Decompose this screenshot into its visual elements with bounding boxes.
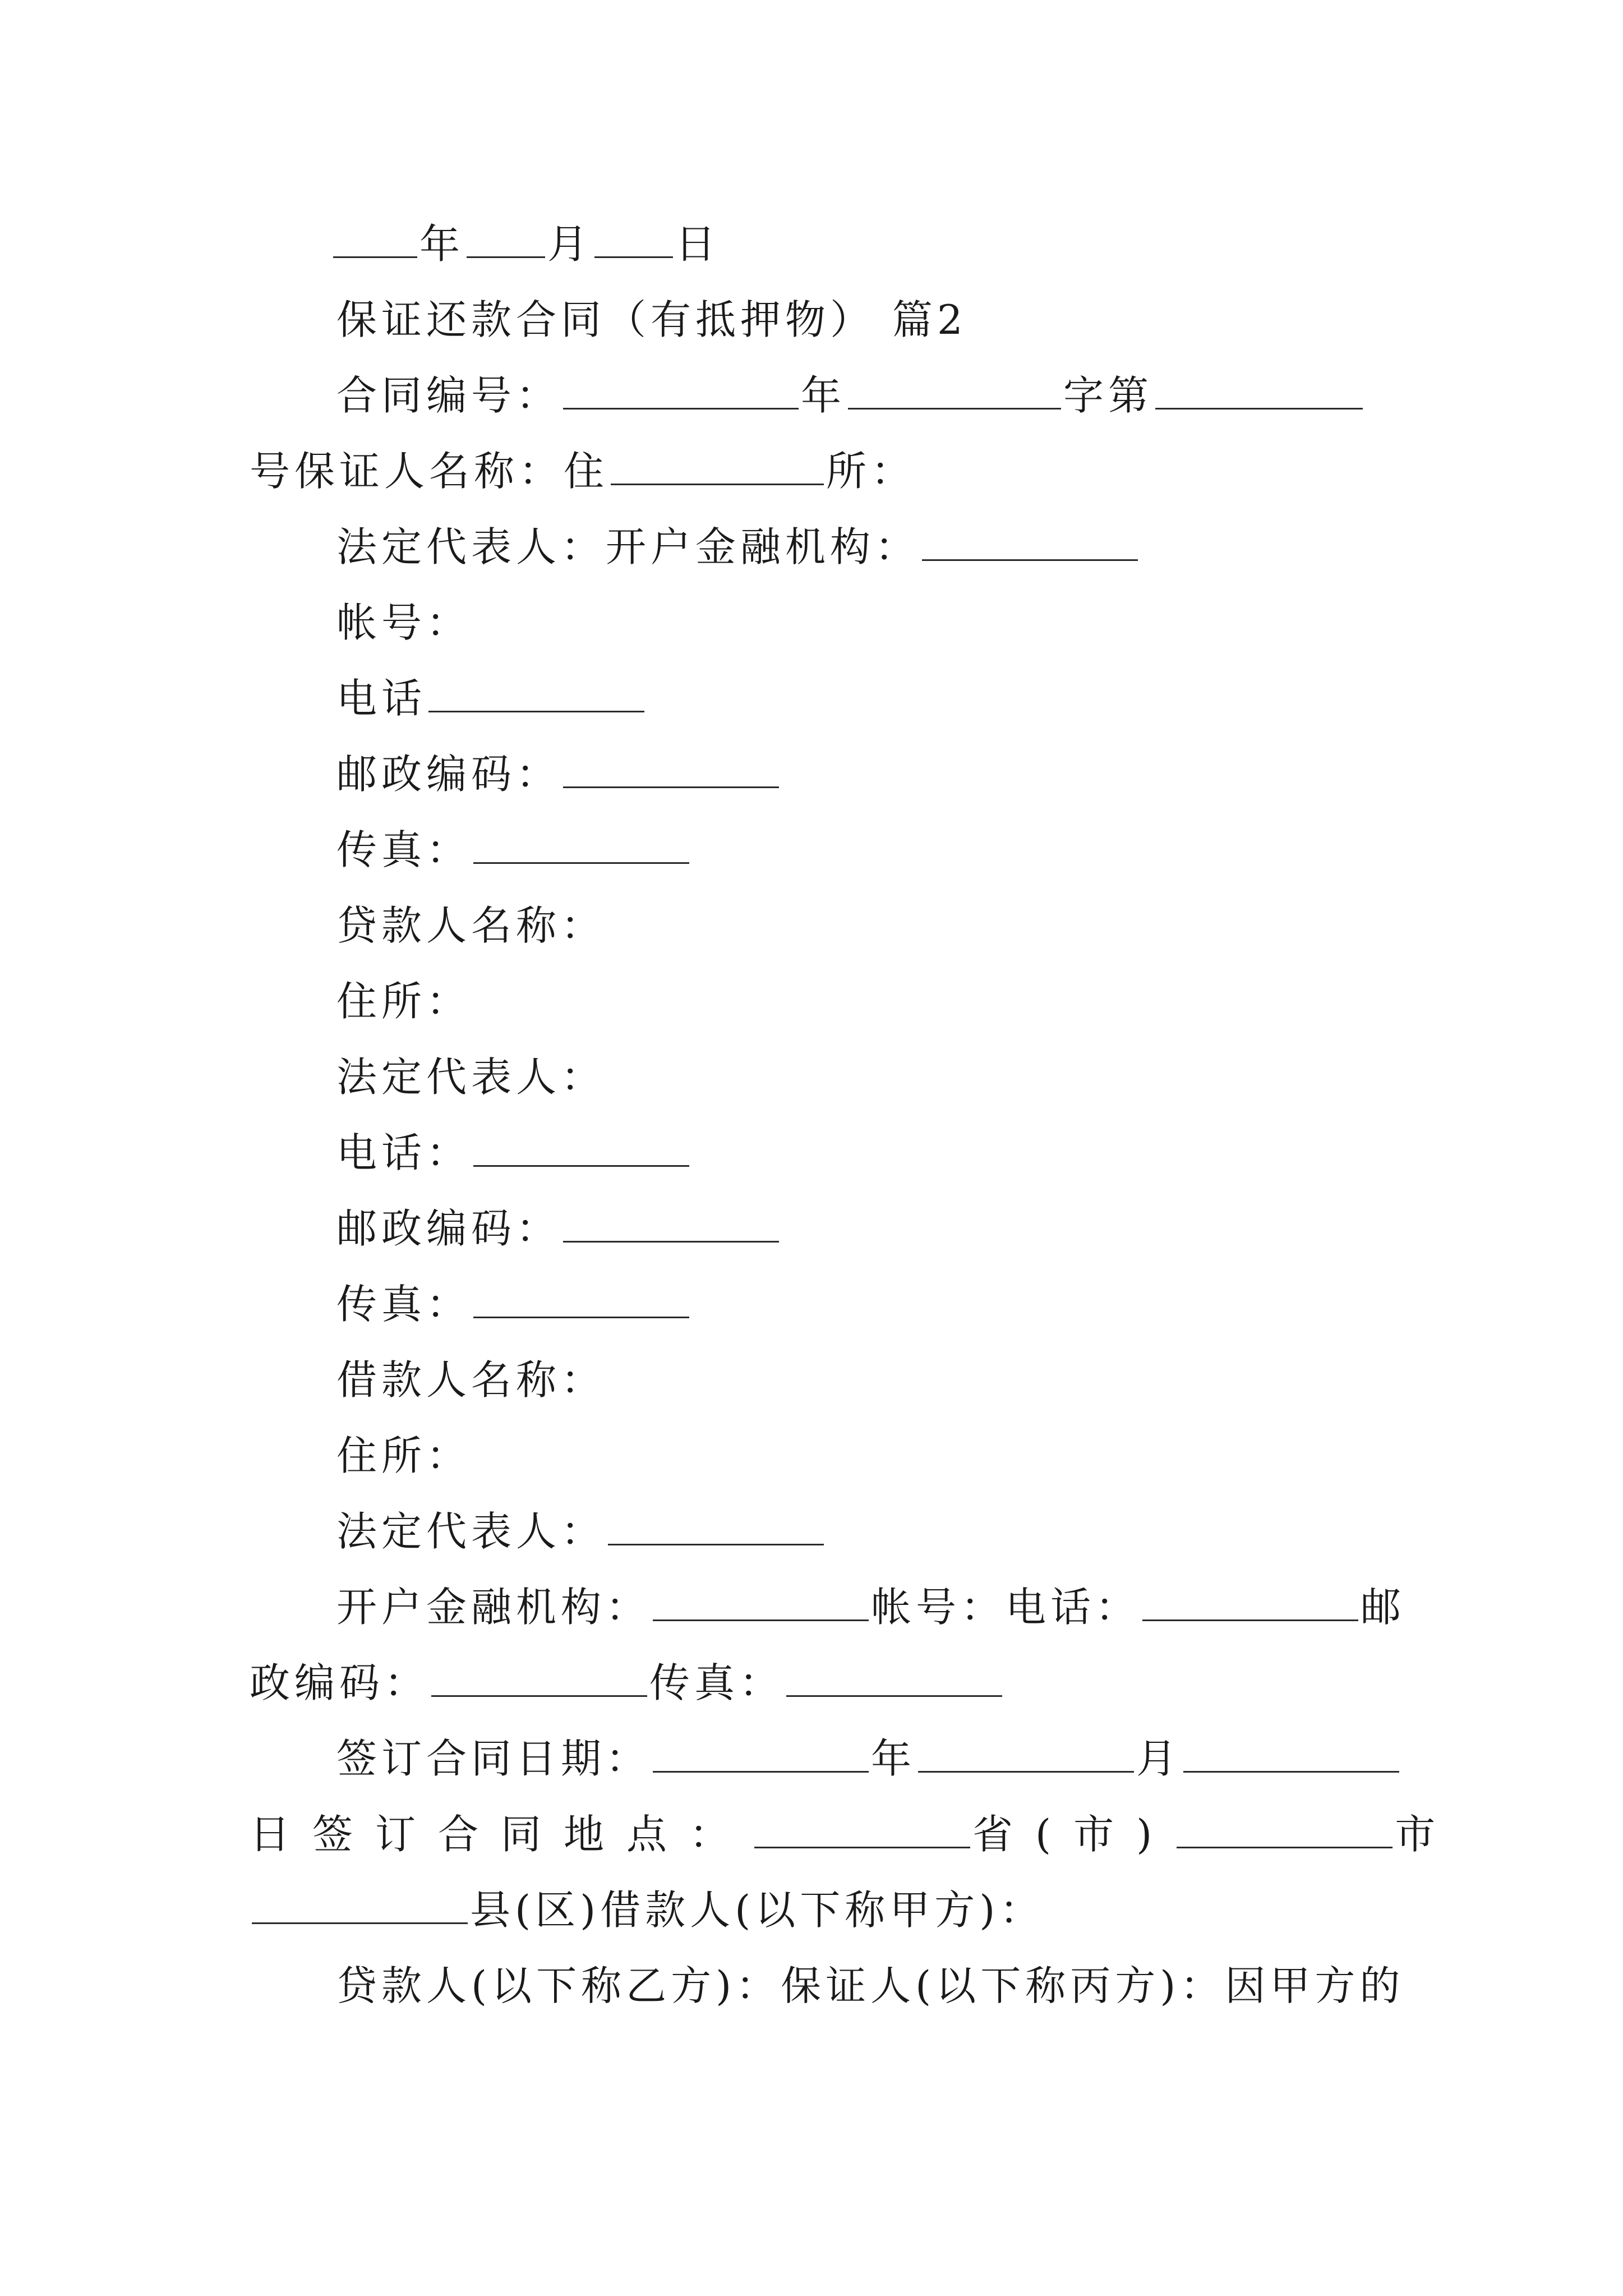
sign-city-label: 市	[1395, 1811, 1458, 1858]
year-label: 年	[419, 220, 465, 268]
lender-phone-blank[interactable]	[473, 1126, 689, 1167]
guarantor-rep-text: 法定代表人：开户金融机构：	[336, 523, 920, 570]
contract-no-blank-1[interactable]	[563, 369, 799, 409]
county-label: 县(区)借款人(以下称甲方)：	[470, 1887, 1045, 1934]
borrower-postcode-label: 政编码：	[250, 1659, 430, 1706]
account-line	[336, 592, 471, 654]
borrower-addr-label: 住所：	[336, 1432, 472, 1479]
guarantor-rep-line	[336, 516, 1140, 578]
borrower-fax-label: 传真：	[649, 1659, 785, 1706]
account-label: 帐号：	[336, 599, 472, 646]
sign-date-line	[336, 1728, 1401, 1789]
lender-postcode-blank[interactable]	[563, 1202, 779, 1243]
lender-rep-label: 法定代表人：	[336, 1053, 606, 1101]
lender-fax-blank[interactable]	[473, 1277, 689, 1318]
lender-party-line	[336, 1955, 1404, 2017]
heading-text: 保证还款合同（有抵押物） 篇2	[336, 296, 967, 343]
section-heading	[336, 289, 967, 351]
day-blank[interactable]	[594, 217, 673, 258]
fax-blank-1[interactable]	[473, 823, 689, 864]
contract-no-year: 年	[801, 372, 846, 419]
month-label: 月	[547, 220, 593, 268]
borrower-postcode-line	[250, 1652, 1004, 1714]
guarantor-addr-blank[interactable]	[611, 444, 824, 485]
fax-line-1	[336, 819, 691, 881]
guarantor-bank-blank[interactable]	[922, 520, 1138, 561]
sign-year-label: 年	[871, 1735, 916, 1782]
lender-fax-label: 传真：	[336, 1281, 472, 1328]
lender-phone-label: 电话：	[336, 1129, 472, 1176]
borrower-fax-blank[interactable]	[786, 1656, 1002, 1697]
borrower-addr-line	[336, 1425, 471, 1487]
sign-day-blank[interactable]	[1183, 1732, 1399, 1773]
sign-province-label: 省(市)	[972, 1811, 1175, 1858]
guarantor-addr-suffix: 所：	[826, 448, 916, 495]
sign-place-line	[250, 1803, 1458, 1865]
phone-label-1: 电话	[336, 675, 427, 722]
postcode-line-1	[336, 743, 781, 805]
sign-city-blank[interactable]	[1177, 1807, 1393, 1848]
borrower-rep-blank[interactable]	[608, 1504, 824, 1545]
year-blank[interactable]	[333, 217, 417, 258]
postcode-blank-1[interactable]	[563, 747, 779, 788]
lender-postcode-line	[336, 1198, 781, 1259]
guarantor-name-line	[250, 440, 916, 502]
contract-number-line	[336, 365, 1365, 426]
borrower-phone-blank[interactable]	[1142, 1580, 1358, 1621]
county-blank[interactable]	[252, 1883, 468, 1924]
postcode-label-1: 邮政编码：	[336, 751, 561, 798]
sign-year-blank[interactable]	[653, 1732, 869, 1773]
phone-line-1	[336, 668, 647, 729]
lender-postcode-label: 邮政编码：	[336, 1205, 561, 1252]
borrower-name-label: 借款人名称：	[336, 1356, 606, 1404]
borrower-bank-mid: 帐号：电话：	[871, 1584, 1141, 1631]
contract-no-label: 合同编号：	[336, 372, 561, 419]
lender-fax-line	[336, 1273, 691, 1335]
borrower-rep-label: 法定代表人：	[336, 1508, 606, 1555]
borrower-bank-end: 邮	[1361, 1584, 1406, 1631]
day-label: 日	[675, 220, 721, 268]
borrower-name-line	[336, 1349, 606, 1411]
contract-no-blank-3[interactable]	[1155, 369, 1363, 409]
lender-name-label: 贷款人名称：	[336, 902, 606, 949]
lender-party-text: 贷款人(以下称乙方)：保证人(以下称丙方)：因甲方的	[336, 1962, 1405, 2009]
phone-blank-1[interactable]	[428, 671, 644, 712]
sign-month-blank[interactable]	[918, 1732, 1134, 1773]
contract-no-blank-2[interactable]	[848, 369, 1061, 409]
sign-place-label: 日签订合同地点：	[250, 1811, 753, 1858]
borrower-bank-label: 开户金融机构：	[336, 1584, 651, 1631]
lender-addr-label: 住所：	[336, 978, 472, 1025]
borrower-postcode-blank[interactable]	[431, 1656, 647, 1697]
borrower-rep-line	[336, 1501, 826, 1562]
month-blank[interactable]	[467, 217, 545, 258]
sign-province-blank[interactable]	[754, 1807, 970, 1848]
lender-rep-line	[336, 1046, 606, 1108]
lender-addr-line	[336, 970, 471, 1032]
fax-label-1: 传真：	[336, 826, 472, 873]
guarantor-name-text: 号保证人名称：住	[250, 448, 609, 495]
borrower-bank-blank[interactable]	[653, 1580, 869, 1621]
county-line	[250, 1879, 1044, 1941]
sign-month-label: 月	[1136, 1735, 1182, 1782]
lender-phone-line	[336, 1122, 691, 1184]
borrower-bank-line	[336, 1576, 1405, 1638]
sign-date-label: 签订合同日期：	[336, 1735, 651, 1782]
lender-name-line	[336, 895, 606, 956]
date-line	[331, 213, 720, 275]
contract-no-zidi: 字第	[1063, 372, 1154, 419]
